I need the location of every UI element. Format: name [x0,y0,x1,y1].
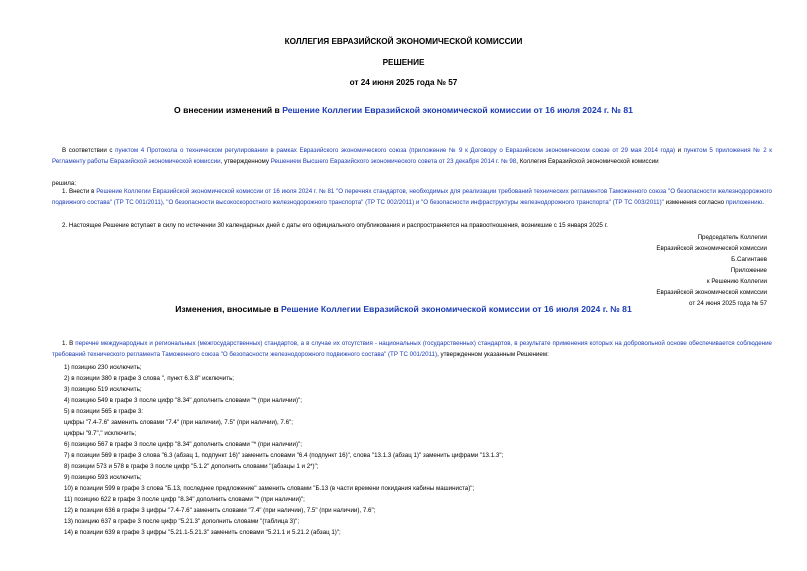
list-item: 8) позиции 573 и 578 в графе 3 после цифр "5.1.2" дополнить словами "(абзацы 1 и 2*)"; [64,463,319,470]
date-number-heading: от 24 июня 2025 года № 57 [349,78,458,87]
preamble-text-4: , Коллегия Евразийской экономической комиссии [516,158,659,165]
signature-line: от 24 июня 2025 года № 57 [689,300,767,307]
council-decision-link[interactable]: Решением Высшего Евразийского экономического совета от 23 декабря 2014 г. № 98 [270,158,517,165]
annex-intro-text-1: 1. В [62,340,76,347]
preamble-text-1: В соответствии с [62,147,116,154]
title-link[interactable]: Решение Коллегии Евразийской экономической комиссии от 16 июля 2024 г. № 81 [282,105,633,115]
list-item: 7) в позиции 569 в графе 3 слова "6.3 (абзац 1, подпункт 16)" заменить словами "6.4 (подпункт 16)", слова "13.1.3 (абзац 1)" заменить цифрами "13.1.3"; [64,452,504,459]
signature-line: Евразийской экономической комиссии [656,289,767,296]
preamble-text-3: , утвержденному [220,158,271,165]
document-title [0,105,807,115]
list-item: 9) позицию 593 исключить; [64,474,142,481]
list-item: 3) позицию 519 исключить; [64,386,142,393]
annex-intro [52,338,772,360]
annex-intro-text-2: , утвержденном указанным Решением: [437,351,549,358]
regulation-link[interactable]: пунктом 5 приложения № 2 к Регламенту работы Евразийской экономической комиссии [52,147,773,165]
point-2-paragraph: 2. Настоящее Решение вступает в силу по истечении 30 календарных дней с даты его официального опубликования и распространяется на правоотношения, возникшие с 15 января 2025 г. [62,222,608,229]
list-item: 12) в позиции 636 в графе 3 цифры "7.4-7.6" заменить словами "7.4" (при наличии), 7.5" (при наличии), 7.6"; [64,507,376,514]
decided-label: решила: [52,180,77,187]
preamble-paragraph [52,145,772,167]
protocol-link[interactable]: пунктом 4 Протокола о техническом регулировании в рамках Евразийского экономического союза (приложение № 9 к Договору о Евразийском экономическом союзе от 29 мая 2014 года) [115,147,676,154]
point-1-text-2: изменения согласно [663,199,726,206]
standards-list-link[interactable]: перечне международных и региональных (межгосударственных) стандартов, а в случае их отсутствия - национальных (государственных) стандартов, в результате применения которых на добровольной основе обеспечивается соблюдение требований технического регламента Таможенного союза "О безопасности железнодорожного подвижного состава" (ТР ТС 001/2011) [52,340,772,358]
list-item: 1) позицию 230 исключить; [64,364,142,371]
list-item: 5) в позиции 565 в графе 3: [64,408,144,415]
point-1-text-3: . [762,199,764,206]
doc-type-heading: РЕШЕНИЕ [382,58,425,67]
list-item: 14) в позиции 639 в графе 3 цифры "5.21.1-5.21.3" заменить словами "5.21.1 и 5.21.2 (абзац 1)"; [64,529,341,536]
list-item: цифры "7.4-7.6" заменить словами "7.4" (при наличии), 7.5" (при наличии), 7.6"; [64,419,293,426]
org-heading: КОЛЛЕГИЯ ЕВРАЗИЙСКОЙ ЭКОНОМИЧЕСКОЙ КОМИССИИ [284,37,523,46]
annex-title [0,304,807,314]
signature-block [656,232,767,309]
signature-line: Б.Сагинтаев [731,256,767,263]
annex-list [52,338,772,538]
list-item: 6) позицию 567 в графе 3 после цифр "8.34" дополнить словами "* (при наличии)"; [64,441,302,448]
signature-line: Евразийской экономической комиссии [656,245,767,252]
point-1-text-1: 1. Внести в [62,188,97,195]
decision-81-link[interactable]: Решение Коллегии Евразийской экономической комиссии от 16 июля 2024 г. № 81 "О перечнях стандартов, необходимых для реализации требований технических регламентов Таможенного союза "О безопасности железнодорожного подвижного состава" (ТР ТС 001/2011), "О безопасности высокоскоростного железнодорожного транспорта" (ТР ТС 002/2011) и "О безопасности инфраструктуры железнодорожного транспорта" (ТР ТС 003/2011)" [52,188,773,206]
signature-line: Приложение [730,267,767,274]
list-item: 11) позицию 622 в графе 3 после цифр "8.34" дополнить словами "* (при наличии)"; [64,496,305,503]
preamble-text-2: и [675,147,684,154]
annex-title-link[interactable]: Решение Коллегии Евразийской экономической комиссии от 16 июля 2024 г. № 81 [281,304,632,314]
annex-title-prefix: Изменения, вносимые в [175,304,282,314]
annex-link[interactable]: приложению [725,199,763,206]
signature-line: к Решению Коллегии [706,278,767,285]
list-item: 2) в позиции 380 в графе 3 слова ", пункт 6.3.8" исключить; [64,375,235,382]
signature-line: Председатель Коллегии [697,234,767,241]
point-1-paragraph [52,186,772,208]
title-prefix: О внесении изменений в [174,105,283,115]
list-item: цифры "9.7"," исключить; [64,430,137,437]
list-item: 10) в позиции 599 в графе 3 слова "Б.13, последнее предложение" заменить словами "Б.13 (в части времени покидания кабины машиниста)"; [64,485,475,492]
list-item: 13) позицию 637 в графе 3 после цифр "5.21.3" дополнить словами "(таблица 3)"; [64,518,300,525]
list-item: 4) позицию 549 в графе 3 после цифр "8.34" дополнить словами "* (при наличии)"; [64,397,302,404]
